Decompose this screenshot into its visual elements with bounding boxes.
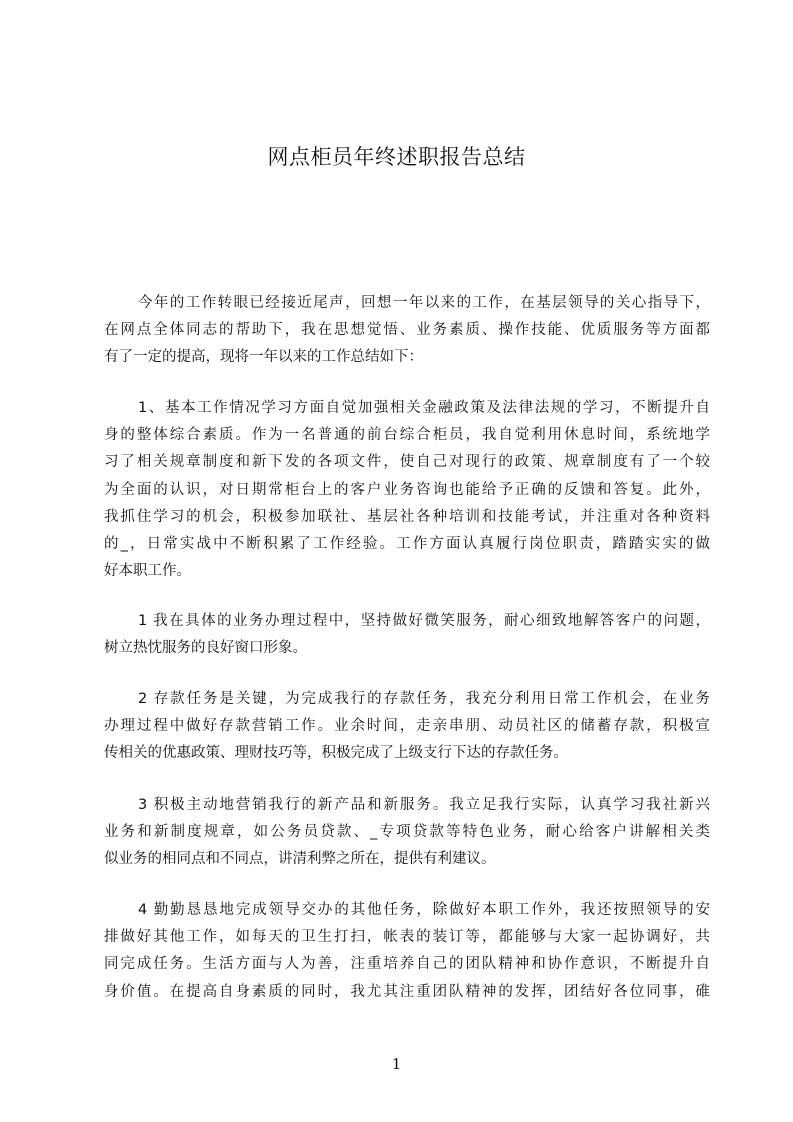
text-line: 习了相关规章制度和新下发的各项文件，使自己对现行的政策、规章制度有了一个较 bbox=[104, 454, 710, 471]
text-line: 办理过程中做好存款营销工作。业余时间，走亲串朋、动员社区的储蓄存款，积极宣 bbox=[104, 718, 710, 735]
text-line: 在网点全体同志的帮助下，我在思想觉悟、业务素质、操作技能、优质服务等方面都 bbox=[104, 322, 710, 339]
text-line: 3 积极主动地营销我行的新产品和新服务。我立足我行实际，认真学习我社新兴 bbox=[138, 797, 710, 813]
paragraph-basic-work bbox=[104, 395, 710, 585]
page-number: 1 bbox=[391, 1055, 402, 1073]
text-line: 身价值。在提高自身素质的同时，我尤其注重团队精神的发挥，团结好各位同事，碓 bbox=[104, 983, 710, 1000]
text-line: 同完成任务。生活方面与人为善，注重培养自己的团队精神和协作意识，不断提升自 bbox=[104, 956, 710, 973]
text-line: 身的整体综合素质。作为一名普通的前台综合柜员，我自觉利用休息时间，系统地学 bbox=[104, 427, 710, 444]
text-line: 的_，日常实战中不断积累了工作经验。工作方面认真履行岗位职责，踏踏实实的做 bbox=[104, 536, 710, 553]
text-line: 树立热忱服务的良好窗口形象。 bbox=[104, 640, 307, 657]
text-line: 传相关的优惠政策、理财技巧等，积极完成了上级支行下达的存款任务。 bbox=[104, 745, 568, 762]
paragraph-intro bbox=[104, 290, 710, 372]
document-title: 网点柜员年终述职报告总结 bbox=[267, 145, 526, 169]
text-line: 我抓住学习的机会，积极参加联社、基层社各种培训和技能考试，并注重对各种资料 bbox=[104, 508, 710, 525]
text-line: 为全面的认识，对日期常柜台上的客户业务咨询也能给予正确的反馈和答复。此外， bbox=[104, 481, 710, 498]
text-line: 似业务的相同点和不同点，讲清利弊之所在，提供有利建议。 bbox=[104, 851, 496, 868]
text-line: 今年的工作转眼已经接近尾声，回想一年以来的工作，在基层领导的关心指导下， bbox=[138, 295, 710, 311]
text-line: 1、基本工作情况学习方面自觉加强相关金融政策及法律法规的学习，不断提升自 bbox=[138, 400, 710, 416]
text-line: 有了一定的提高，现将一年以来的工作总结如下： bbox=[104, 349, 423, 366]
text-line: 1 我在具体的业务办理过程中，坚持做好微笑服务，耐心细致地解答客户的问题， bbox=[138, 613, 710, 629]
paragraph-item-2 bbox=[104, 686, 710, 768]
text-line: 业务和新制度规章，如公务员贷款、_专项贷款等特色业务，耐心给客户讲解相关类 bbox=[104, 824, 710, 841]
paragraph-item-3 bbox=[104, 792, 710, 874]
text-line: 2 存款任务是关键，为完成我行的存款任务，我充分利用日常工作机会，在业务 bbox=[138, 691, 710, 707]
text-line: 排做好其他工作，如每天的卫生打扫，帐表的装订等，都能够与大家一起协调好，共 bbox=[104, 929, 710, 946]
text-line: 好本职工作。 bbox=[104, 563, 191, 580]
paragraph-item-1 bbox=[104, 608, 710, 662]
text-line: 4 勤勤恳恳地完成领导交办的其他任务，除做好本职工作外，我还按照领导的安 bbox=[138, 902, 710, 918]
paragraph-item-4 bbox=[104, 897, 710, 1006]
